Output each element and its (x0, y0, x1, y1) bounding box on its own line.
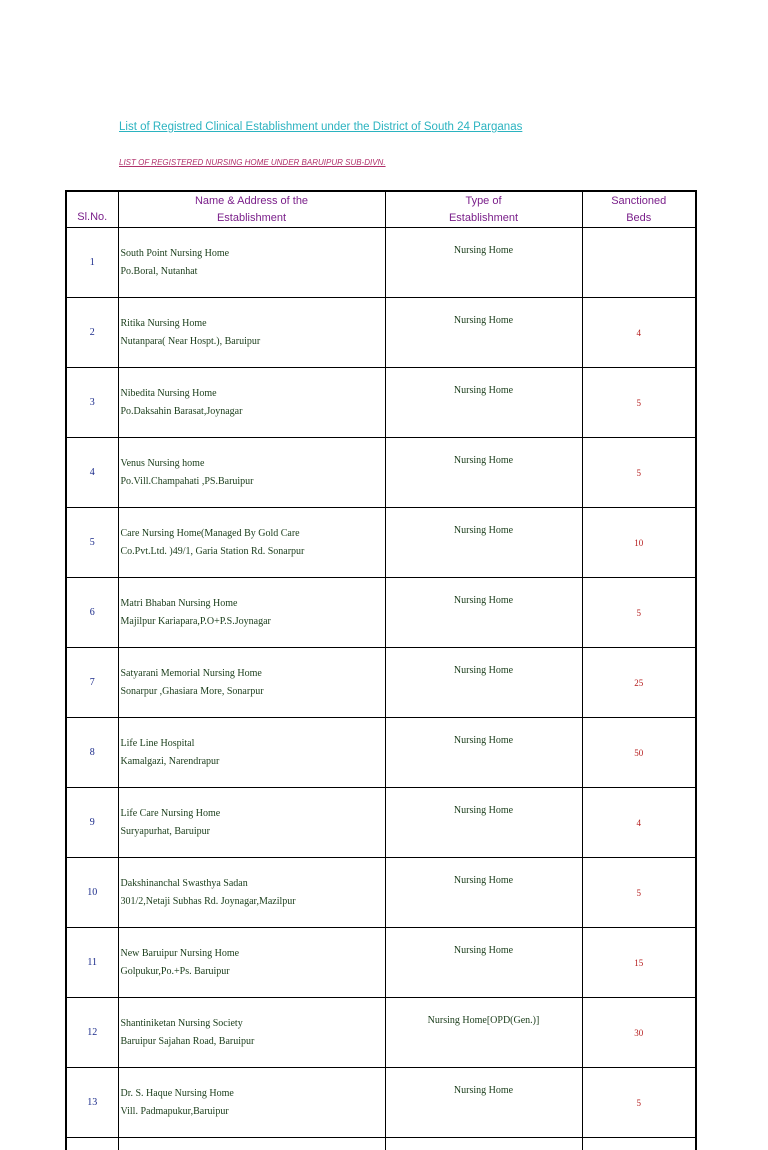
row-beds: 25 (582, 648, 696, 718)
row-name-address (118, 298, 385, 368)
table-row (66, 858, 696, 928)
row-type: Nursing Home (385, 298, 582, 368)
row-beds: 5 (582, 858, 696, 928)
row-sl-no: 9 (66, 788, 118, 858)
row-name-address (118, 718, 385, 788)
partial-cell (582, 1138, 696, 1150)
row-sl-no: 13 (66, 1068, 118, 1138)
row-establishment-name: Dr. S. Haque Nursing Home (121, 1085, 385, 1103)
row-beds: 5 (582, 1068, 696, 1138)
row-establishment-address: Sonarpur ,Ghasiara More, Sonarpur (121, 683, 385, 701)
row-establishment-name: Life Care Nursing Home (121, 805, 385, 823)
row-establishment-name: Ritika Nursing Home (121, 315, 385, 333)
row-beds: 10 (582, 508, 696, 578)
row-sl-no: 12 (66, 998, 118, 1068)
row-name-address (118, 1068, 385, 1138)
row-establishment-address: Vill. Padmapukur,Baruipur (121, 1103, 385, 1121)
row-name-address (118, 578, 385, 648)
table-header-row (66, 191, 696, 228)
row-sl-no: 4 (66, 438, 118, 508)
row-name-address (118, 858, 385, 928)
row-name-address (118, 438, 385, 508)
header-beds-line1: Sanctioned (583, 193, 696, 210)
row-sl-no: 6 (66, 578, 118, 648)
row-beds: 30 (582, 998, 696, 1068)
header-beds-line2: Beds (583, 210, 696, 227)
row-establishment-name: New Baruipur Nursing Home (121, 945, 385, 963)
row-sl-no: 11 (66, 928, 118, 998)
table-row-partial (66, 1138, 696, 1150)
table-row (66, 438, 696, 508)
header-name-address (118, 191, 385, 228)
row-establishment-name: Shantiniketan Nursing Society (121, 1015, 385, 1033)
header-beds (582, 191, 696, 228)
row-name-address (118, 228, 385, 298)
partial-cell (66, 1138, 118, 1150)
row-establishment-address: Po.Daksahin Barasat,Joynagar (121, 403, 385, 421)
row-establishment-address: Po.Vill.Champahati ,PS.Baruipur (121, 473, 385, 491)
row-name-address (118, 648, 385, 718)
header-type-line2: Establishment (386, 210, 582, 227)
row-establishment-address: 301/2,Netaji Subhas Rd. Joynagar,Mazilpur (121, 893, 385, 911)
table-row (66, 508, 696, 578)
row-type: Nursing Home[OPD(Gen.)] (385, 998, 582, 1068)
row-type: Nursing Home (385, 858, 582, 928)
row-type: Nursing Home (385, 648, 582, 718)
row-sl-no: 8 (66, 718, 118, 788)
document-subtitle: LIST OF REGISTERED NURSING HOME UNDER BARUIPUR SUB-DIVN. (119, 158, 386, 167)
header-type (385, 191, 582, 228)
row-type: Nursing Home (385, 788, 582, 858)
row-name-address (118, 368, 385, 438)
row-name-address (118, 998, 385, 1068)
row-establishment-address: Suryapurhat, Baruipur (121, 823, 385, 841)
row-sl-no: 1 (66, 228, 118, 298)
table-row (66, 928, 696, 998)
row-establishment-address: Co.Pvt.Ltd. )49/1, Garia Station Rd. Sonarpur (121, 543, 385, 561)
table-body (66, 191, 696, 1150)
row-type: Nursing Home (385, 228, 582, 298)
partial-cell (385, 1138, 582, 1150)
row-beds: 50 (582, 718, 696, 788)
table-row (66, 298, 696, 368)
table-row (66, 998, 696, 1068)
row-name-address (118, 788, 385, 858)
row-establishment-address: Po.Boral, Nutanhat (121, 263, 385, 281)
establishment-table (65, 190, 697, 1150)
row-sl-no: 10 (66, 858, 118, 928)
row-type: Nursing Home (385, 718, 582, 788)
row-establishment-name: Dakshinanchal Swasthya Sadan (121, 875, 385, 893)
header-type-line1: Type of (386, 193, 582, 210)
row-type: Nursing Home (385, 578, 582, 648)
row-establishment-address: Kamalgazi, Narendrapur (121, 753, 385, 771)
row-sl-no: 7 (66, 648, 118, 718)
row-establishment-name: South Point Nursing Home (121, 245, 385, 263)
row-type: Nursing Home (385, 368, 582, 438)
row-beds: 5 (582, 438, 696, 508)
document-title: List of Registred Clinical Establishment under the District of South 24 Parganas (119, 121, 522, 133)
row-type: Nursing Home (385, 508, 582, 578)
row-establishment-name: Care Nursing Home(Managed By Gold Care (121, 525, 385, 543)
row-sl-no: 2 (66, 298, 118, 368)
row-sl-no: 3 (66, 368, 118, 438)
row-establishment-name: Matri Bhaban Nursing Home (121, 595, 385, 613)
table-row (66, 1068, 696, 1138)
row-sl-no: 5 (66, 508, 118, 578)
row-beds: 4 (582, 298, 696, 368)
partial-cell (118, 1138, 385, 1150)
row-beds: 15 (582, 928, 696, 998)
row-beds: 5 (582, 368, 696, 438)
table-row (66, 788, 696, 858)
row-establishment-name: Nibedita Nursing Home (121, 385, 385, 403)
row-establishment-name: Venus Nursing home (121, 455, 385, 473)
table-row (66, 578, 696, 648)
row-name-address (118, 928, 385, 998)
row-type: Nursing Home (385, 438, 582, 508)
table-row (66, 228, 696, 298)
table-row (66, 718, 696, 788)
row-establishment-address: Nutanpara( Near Hospt.), Baruipur (121, 333, 385, 351)
row-establishment-name: Life Line Hospital (121, 735, 385, 753)
row-beds (582, 228, 696, 298)
row-type: Nursing Home (385, 1068, 582, 1138)
table-row (66, 368, 696, 438)
row-establishment-name: Satyarani Memorial Nursing Home (121, 665, 385, 683)
header-sl-no: Sl.No. (66, 191, 118, 228)
row-type: Nursing Home (385, 928, 582, 998)
row-beds: 4 (582, 788, 696, 858)
row-name-address (118, 508, 385, 578)
header-name-line1: Name & Address of the (119, 193, 385, 210)
table-row (66, 648, 696, 718)
row-establishment-address: Baruipur Sajahan Road, Baruipur (121, 1033, 385, 1051)
row-establishment-address: Majilpur Kariapara,P.O+P.S.Joynagar (121, 613, 385, 631)
row-beds: 5 (582, 578, 696, 648)
row-establishment-address: Golpukur,Po.+Ps. Baruipur (121, 963, 385, 981)
header-name-line2: Establishment (119, 210, 385, 227)
